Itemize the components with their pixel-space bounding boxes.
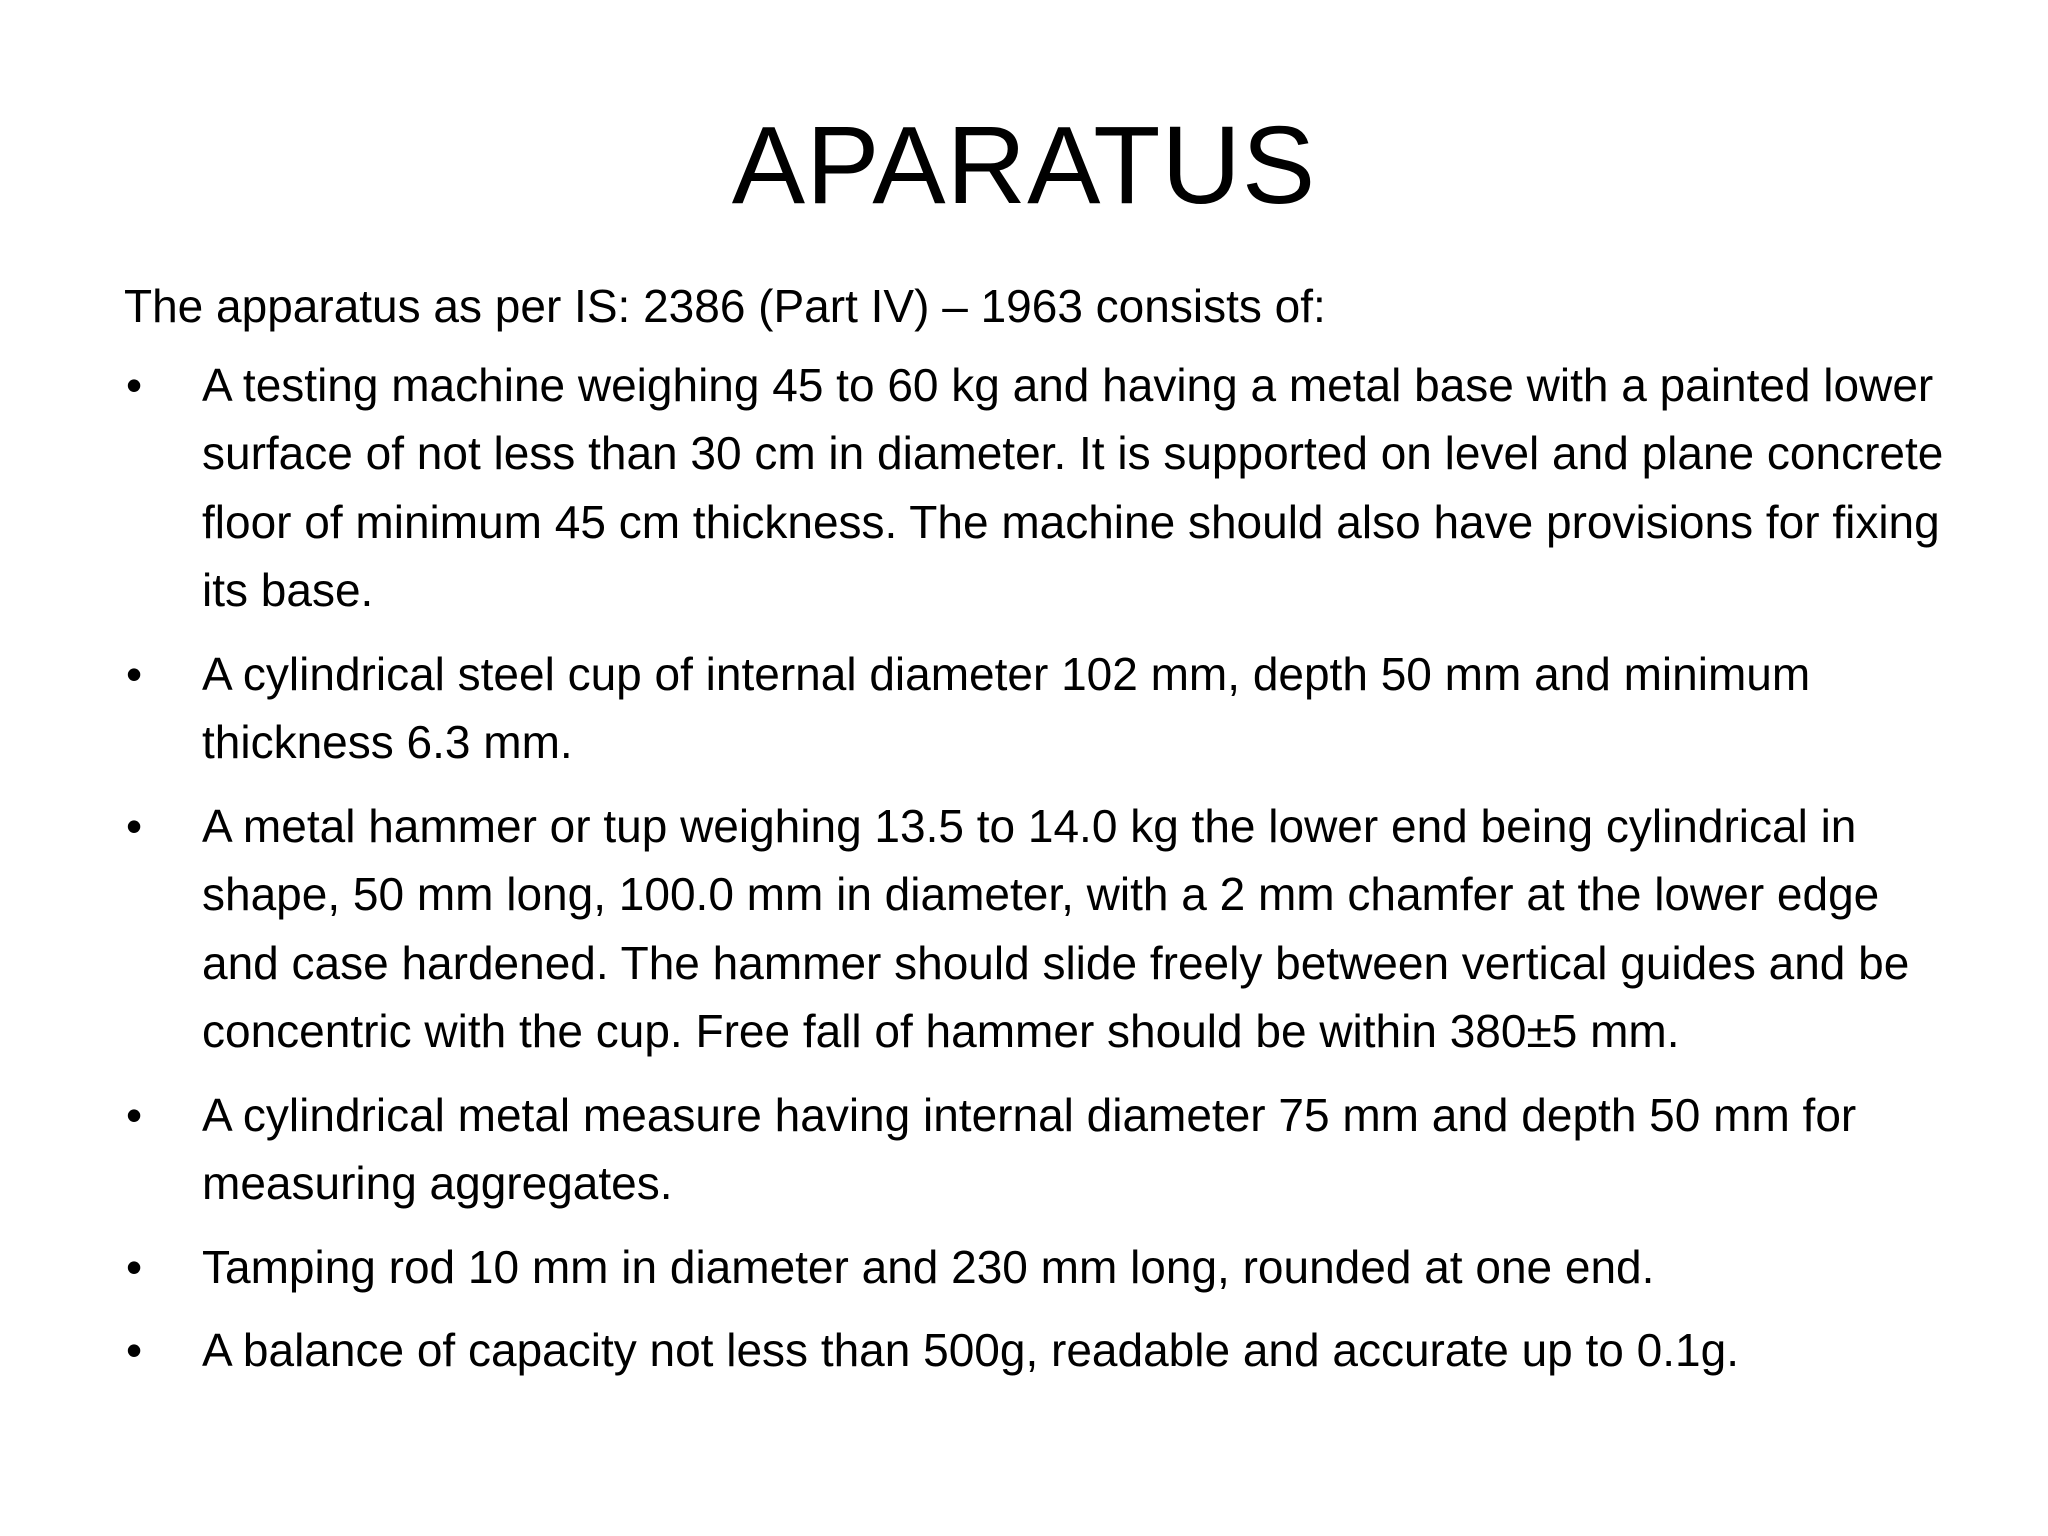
bullet-icon: • [126,1324,143,1376]
bullet-item-steel-cup [124,640,1944,777]
bullet-item-metal-hammer [124,792,1944,1066]
bullet-text: A testing machine weighing 45 to 60 kg and having a metal base with a painted lower surface of not less than 30 cm in diameter. It is supported on level and plane concrete floor of minimum 45 cm thickness. The machine should also have provisions for fixing its base. [202,358,1944,616]
bullet-text: A cylindrical metal measure having internal diameter 75 mm and depth 50 mm for measuring aggregates. [202,1088,1857,1209]
bullet-item-testing-machine [124,351,1944,625]
bullet-list [124,351,1944,1385]
bullet-icon: • [126,1240,143,1293]
slide-title: APARATUS [731,104,1317,227]
slide-body [124,272,1944,1400]
bullet-text: A balance of capacity not less than 500g, readable and accurate up to 0.1g. [202,1324,1739,1376]
bullet-icon: • [126,647,143,700]
bullet-icon: • [126,358,143,411]
bullet-text: A cylindrical steel cup of internal diameter 102 mm, depth 50 mm and minimum thickness 6.3 mm. [202,647,1811,768]
bullet-text: Tamping rod 10 mm in diameter and 230 mm long, rounded at one end. [202,1240,1655,1293]
bullet-item-metal-measure [124,1081,1944,1218]
bullet-item-tamping-rod [124,1233,1944,1302]
bullet-item-balance [124,1316,1944,1385]
bullet-icon: • [126,799,143,852]
bullet-text: A metal hammer or tup weighing 13.5 to 14.0 kg the lower end being cylindrical in shape, 50 mm long, 100.0 mm in diameter, with a 2 mm chamfer at the lower edge and case hardened. The hammer should slide freely between vertical guides and be concentric with the cup. Free fall of hammer should be within 380±5 mm. [202,799,1910,1057]
bullet-icon: • [126,1088,143,1141]
intro-text: The apparatus as per IS: 2386 (Part IV) – 1963 consists of: [124,280,1326,332]
